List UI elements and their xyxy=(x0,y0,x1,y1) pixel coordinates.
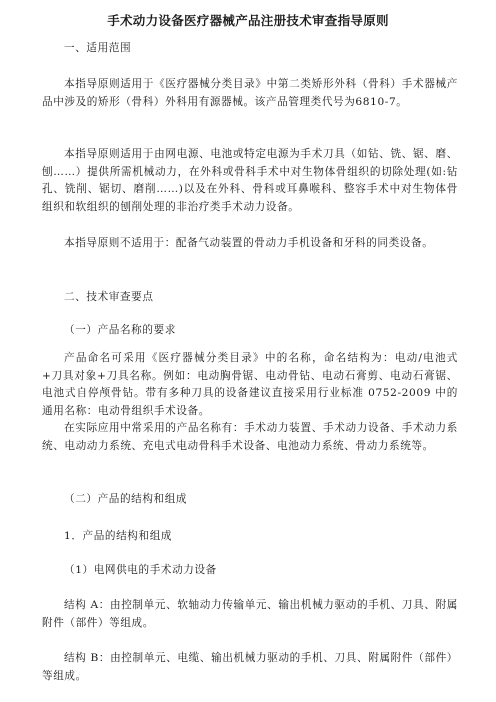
item-heading-mains-powered: （1）电网供电的手术动力设备 xyxy=(64,564,217,576)
section-heading-review-points: 二、技术审查要点 xyxy=(64,291,154,303)
document-title: 手术动力设备医疗器械产品注册技术审查指导原则 xyxy=(107,13,389,28)
paragraph-scope-exclusion: 本指导原则不适用于：配备气动装置的骨动力手机设备和牙科的同类设备。 xyxy=(64,237,434,249)
paragraph-structure-a: 结构 A：由控制单元、软轴动力传输单元、输出机械力驱动的手机、刀具、附属附件（部件）等组成。 xyxy=(42,599,458,629)
paragraph-structure-b: 结构 B：由控制单元、电缆、输出机械力驱动的手机、刀具、附属附件（部件）等组成。 xyxy=(42,652,458,682)
item-heading-structure-composition: 1．产品的结构和组成 xyxy=(64,530,173,542)
subsection-heading-product-name: （一）产品名称的要求 xyxy=(64,324,176,336)
section-heading-scope: 一、适用范围 xyxy=(64,42,132,54)
paragraph-scope-applies: 本指导原则适用于《医疗器械分类目录》中第二类矫形外科（骨科）手术器械产品中涉及的矫形（骨科）外科用有源器械。该产品管理类代号为6810-7。 xyxy=(42,78,458,108)
paragraph-common-names: 在实际应用中常采用的产品名称有：手术动力装置、手术动力设备、手术动力系统、电动动力系统、充电式电动骨科手术设备、电池动力系统、骨动力系统等。 xyxy=(42,422,458,452)
subsection-heading-structure: （二）产品的结构和组成 xyxy=(64,493,188,505)
paragraph-scope-details: 本指导原则适用于由网电源、电池或特定电源为手术刀具（如钻、铣、锯、磨、刨……）提供所需机械动力，在外科或骨科手术中对生物体骨组织的切除处理(如:钻孔、铣削、锯切、磨削……)以及在外科、骨科或耳鼻喉科、整容手术中对生物体骨组织和软组织的刨削处理的非治疗类手术动力设备。 xyxy=(42,148,458,213)
paragraph-naming-rules: 产品命名可采用《医疗器械分类目录》中的名称，命名结构为：电动/电池式+刀具对象+刀具名称。例如：电动胸骨锯、电动骨钻、电动石膏剪、电动石膏锯、电池式自停颅骨钻。带有多种刀具的设备建议直接采用行业标准 0752-2009 中的通用名称：电动骨组织手术设备。 xyxy=(42,352,458,417)
